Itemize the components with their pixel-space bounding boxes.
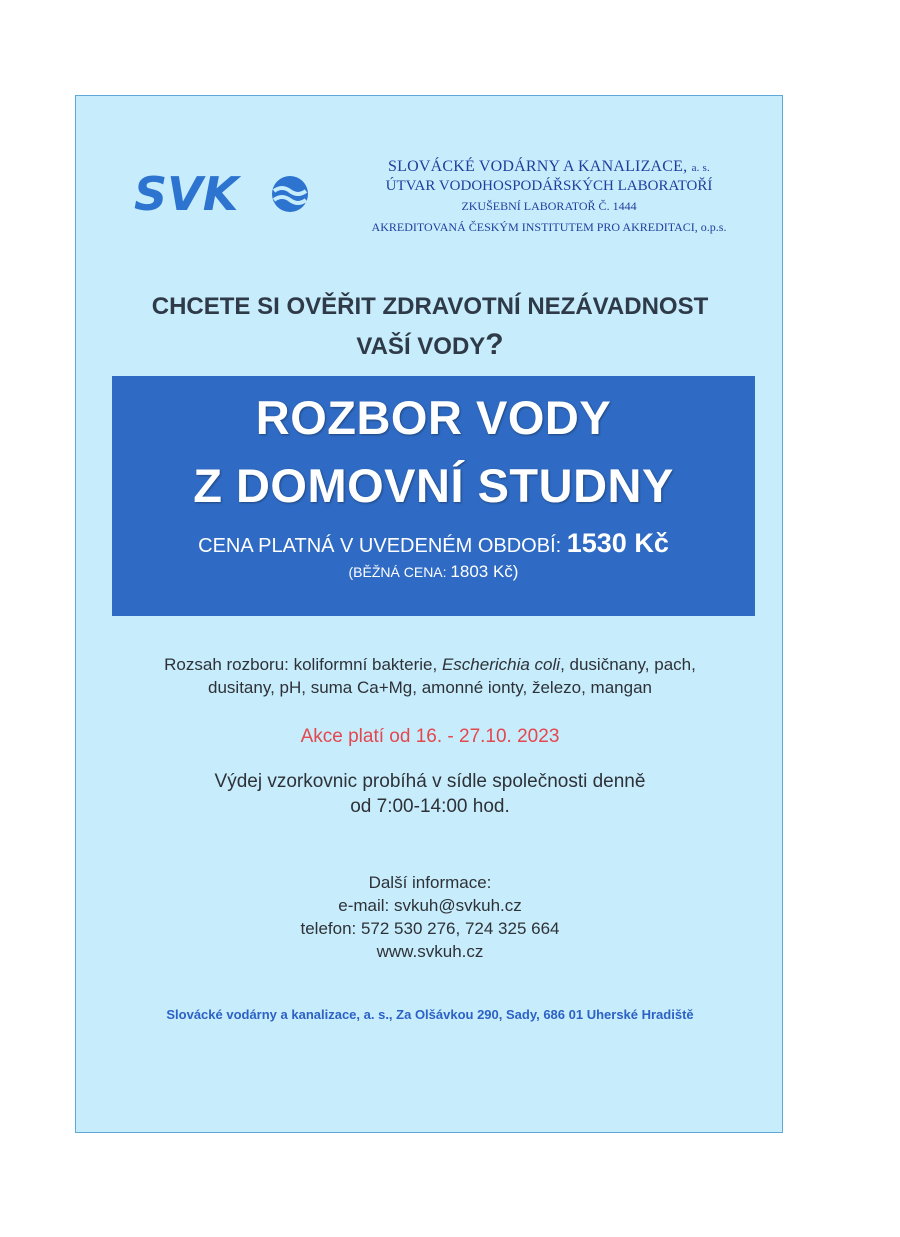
accreditation: AKREDITOVANÁ ČESKÝM INSTITUTEM PRO AKREDITACI, o.p.s. (371, 220, 727, 234)
scope-prefix: Rozsah rozboru: koliformní bakterie, (164, 655, 438, 674)
scope-line-2: dusitany, pH, suma Ca+Mg, amonné ionty, železo, mangan (208, 678, 652, 697)
analysis-scope (76, 653, 784, 699)
pickup-line-2: od 7:00-14:00 hod. (350, 796, 510, 817)
lab-header (334, 158, 764, 235)
offer-title-line-1: ROZBOR VODY (255, 391, 612, 444)
svk-logo (134, 168, 314, 218)
lab-number: ZKUŠEBNÍ LABORATOŘ Č. 1444 (461, 199, 637, 213)
footer-address: Slovácké vodárny a kanalizace, a. s., Za Olšávkou 290, Sady, 686 01 Uherské Hradiště (166, 1007, 694, 1022)
pickup-info (76, 769, 784, 819)
scope-italic: Escherichia coli (441, 655, 561, 674)
price-value: 1530 Kč (566, 528, 669, 558)
question-mark: ? (485, 328, 504, 361)
contact-info (76, 871, 784, 963)
headline-question (76, 288, 784, 366)
price-label: CENA PLATNÁ V UVEDENÉM OBDOBÍ: (198, 535, 562, 557)
logo-text: SVK (134, 168, 239, 218)
question-line-2: VAŠÍ VODY (356, 333, 486, 360)
regular-price-value: 1803 Kč) (450, 562, 519, 581)
regular-price-label: (BĚŽNÁ CENA: (348, 564, 447, 580)
info-heading: Další informace: (368, 873, 492, 892)
promo-dates: Akce platí od 16. - 27.10. 2023 (300, 726, 560, 747)
website-link[interactable]: www.svkuh.cz (376, 942, 484, 961)
wave-icon (272, 176, 308, 212)
question-line-1: CHCETE SI OVĚŘIT ZDRAVOTNÍ NEZÁVADNOST (151, 293, 709, 320)
department: ÚTVAR VODOHOSPODÁŘSKÝCH LABORATOŘÍ (385, 178, 713, 194)
scope-suffix: , dusičnany, pach, (560, 655, 696, 674)
company-suffix: a. s. (691, 162, 710, 174)
pickup-line-1: Výdej vzorkovnic probíhá v sídle společnosti denně (214, 771, 646, 792)
offer-title-line-2: Z DOMOVNÍ STUDNY (193, 459, 674, 512)
email-link[interactable]: e-mail: svkuh@svkuh.cz (338, 896, 522, 915)
offer-band (112, 376, 755, 616)
company-name: SLOVÁCKÉ VODÁRNY A KANALIZACE, (388, 158, 688, 175)
poster (75, 95, 783, 1133)
phone-numbers: telefon: 572 530 276, 724 325 664 (300, 919, 560, 938)
